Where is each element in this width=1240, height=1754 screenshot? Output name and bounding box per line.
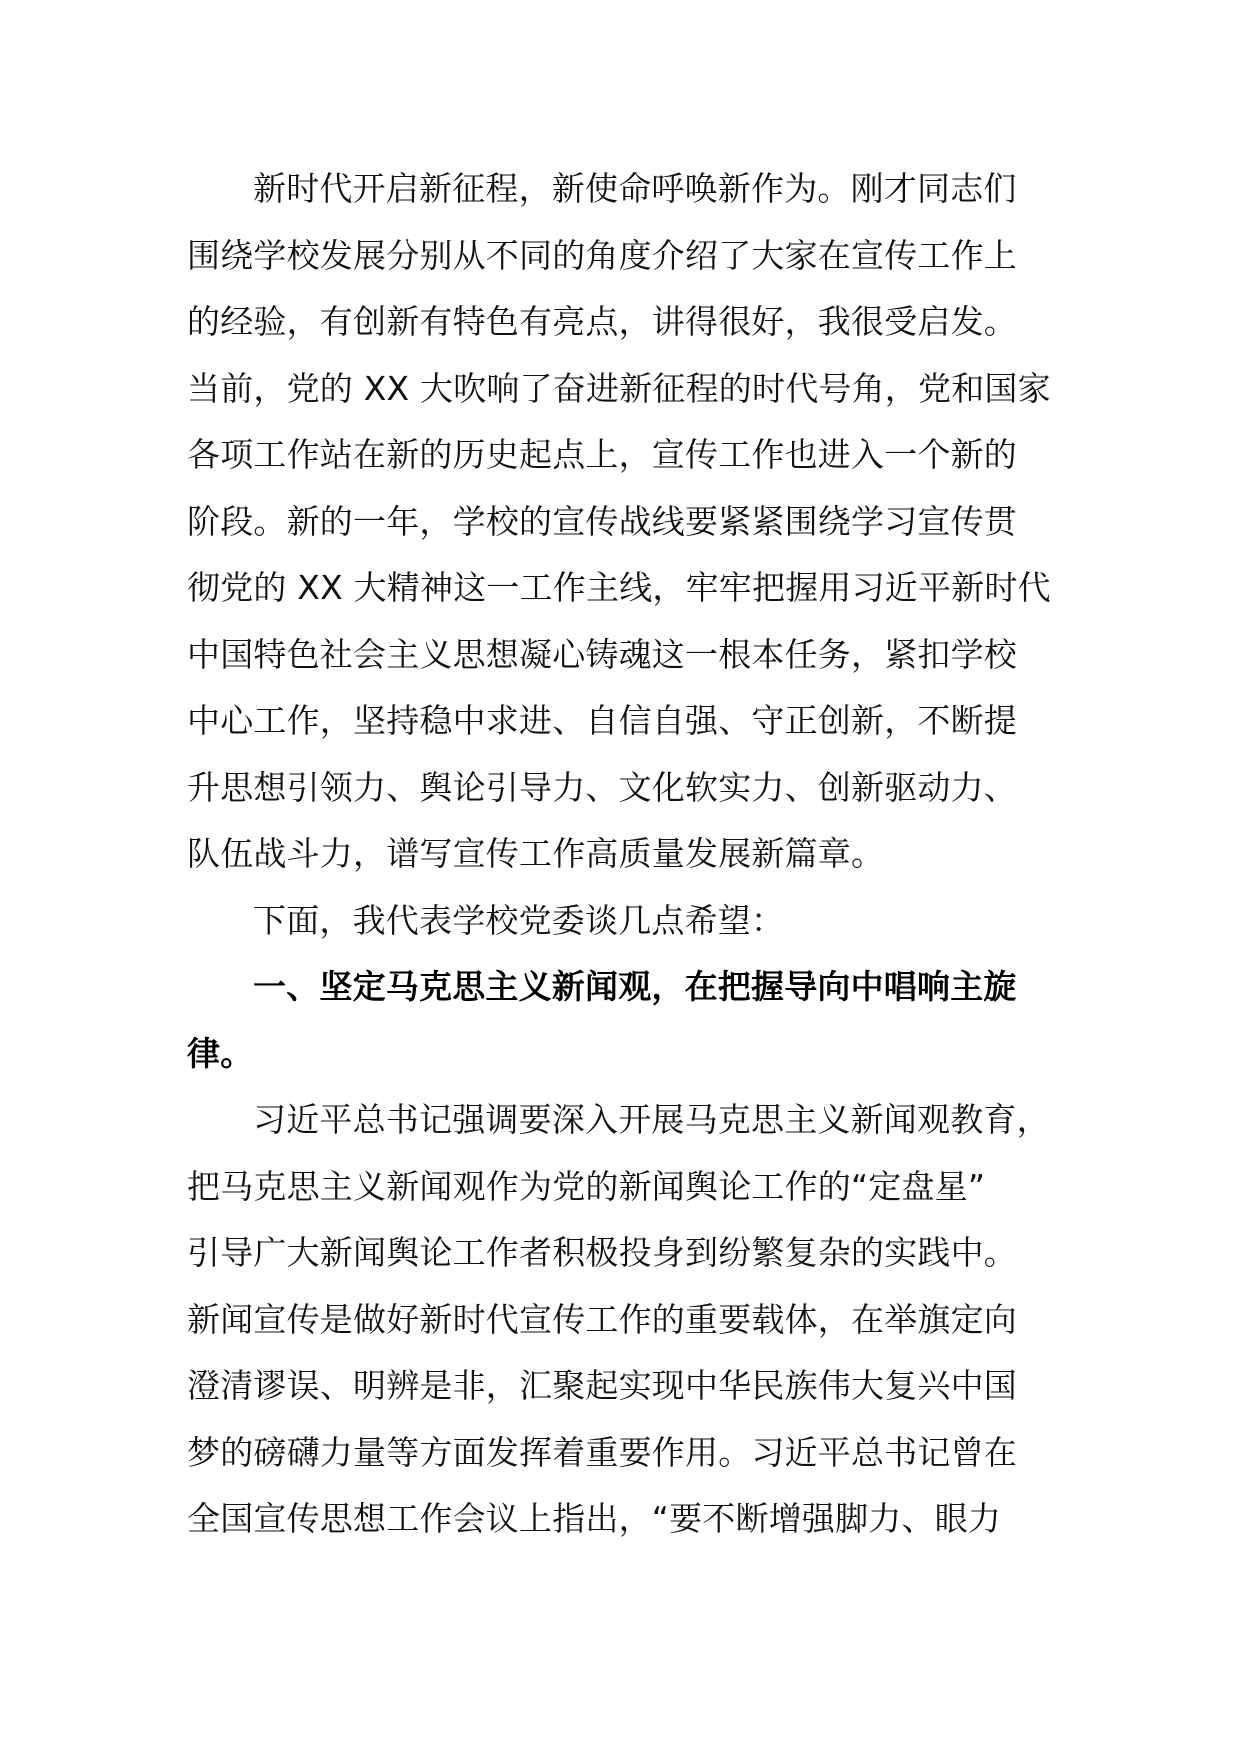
paragraph-section-body [187, 1087, 1067, 1553]
heading-line: 一、坚定马克思主义新闻观，在把握导向中唱响主旋 [253, 967, 1017, 1006]
text-line: 新闻宣传是做好新时代宣传工作的重要载体，在举旗定向 [187, 1299, 1017, 1339]
text-line: 下面，我代表学校党委谈几点希望： [253, 900, 785, 940]
section-heading [187, 954, 1067, 1087]
text-line: 当前，党的 XX 大吹响了奋进新征程的时代号角，党和国家 [187, 368, 1051, 408]
text-line: 彻党的 XX 大精神这一工作主线，牢牢把握用习近平新时代 [187, 568, 1051, 607]
text-line: 队伍战斗力，谱写宣传工作高质量发展新篇章。 [187, 834, 885, 873]
text-line: 把马克思主义新闻观作为党的新闻舆论工作的“定盘星” [187, 1166, 986, 1206]
document-body [187, 156, 1067, 1553]
paragraph-intro [187, 156, 1067, 888]
text-line: 引导广大新闻舆论工作者积极投身到纷繁复杂的实践中。 [187, 1233, 1017, 1272]
text-line: 新时代开启新征程，新使命呼唤新作为。刚才同志们 [253, 169, 1017, 208]
paragraph-transition [187, 888, 1067, 955]
text-line: 升思想引领力、舆论引导力、文化软实力、创新驱动力、 [187, 767, 1017, 807]
text-line: 习近平总书记强调要深入开展马克思主义新闻观教育， [253, 1100, 1050, 1139]
text-line: 中国特色社会主义思想凝心铸魂这一根本任务，紧扣学校 [187, 634, 1017, 674]
text-line: 梦的磅礴力量等方面发挥着重要作用。习近平总书记曾在 [187, 1432, 1017, 1472]
text-line: 全国宣传思想工作会议上指出，“要不断增强脚力、眼力 [187, 1499, 1002, 1538]
text-line: 阶段。新的一年，学校的宣传战线要紧紧围绕学习宣传贯 [187, 501, 1017, 541]
text-line: 各项工作站在新的历史起点上，宣传工作也进入一个新的 [187, 435, 1017, 474]
text-line: 中心工作，坚持稳中求进、自信自强、守正创新，不断提 [187, 701, 1017, 740]
heading-line: 律。 [187, 1033, 254, 1073]
text-line: 的经验，有创新有特色有亮点，讲得很好，我很受启发。 [187, 302, 1017, 341]
text-line: 澄清谬误、明辨是非，汇聚起实现中华民族伟大复兴中国 [187, 1366, 1017, 1405]
text-line: 围绕学校发展分别从不同的角度介绍了大家在宣传工作上 [187, 235, 1017, 275]
